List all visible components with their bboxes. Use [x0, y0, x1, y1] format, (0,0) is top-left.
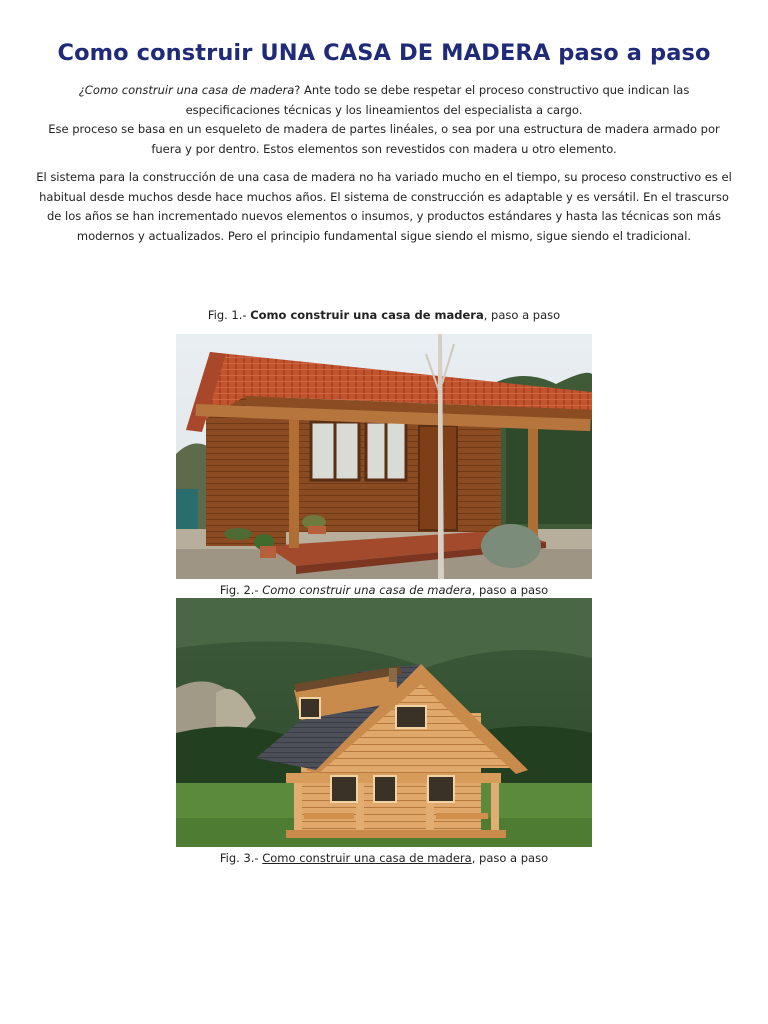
- intro-paragraph-2: Ese proceso se basa en un esqueleto de madera de partes linéales, o sea por una estructura de madera armado por fuera y por dentro. Estos elementos son revestidos con madera u otro elemento.: [48, 122, 720, 156]
- intro-paragraph-3: El sistema para la construcción de una casa de madera no ha variado mucho en el tiempo, su proceso constructivo es el habitual desde muchos desde hace muchos años. El sistema de construcción es adaptable y es versátil. En el trascurso de los años se han incrementado nuevos elementos o insumos, y productos estándares y hasta las técnicas son más modernos y actualizados. Pero el principio fundamental sigue siendo el mismo, sigue siendo el tradicional.: [36, 170, 732, 243]
- page-title: Como construir UNA CASA DE MADERA paso a paso: [57, 40, 711, 66]
- figure-2-prefix: Fig. 2.-: [219, 583, 263, 597]
- intro-paragraph-1: [40, 81, 728, 120]
- intro-paragraph-1-text: ? Ante todo se debe respetar el proceso constructivo que indican las especificaciones técnicas y los lineamientos del especialista a cargo.: [185, 83, 690, 117]
- intro-question: ¿Como construir una casa de madera: [78, 83, 295, 97]
- figure-2-suffix: , paso a paso: [471, 583, 549, 597]
- figure-1-caption: [0, 307, 768, 323]
- figure-3-caption: [0, 850, 768, 866]
- figure-2-caption-title: Como construir una casa de madera: [262, 583, 472, 597]
- figure-2-caption: [0, 582, 768, 598]
- log-cabin-photo: [176, 598, 592, 847]
- figure-1-caption-title: Como construir una casa de madera: [250, 308, 484, 322]
- figure-3-caption-link[interactable]: Como construir una casa de madera: [262, 851, 472, 865]
- figure-1-suffix: , paso a paso: [483, 308, 561, 322]
- figure-1-prefix: Fig. 1.-: [207, 308, 251, 322]
- figure-3-suffix: , paso a paso: [471, 851, 549, 865]
- figure-3-prefix: Fig. 3.-: [219, 851, 263, 865]
- wooden-house-photo: [176, 334, 592, 579]
